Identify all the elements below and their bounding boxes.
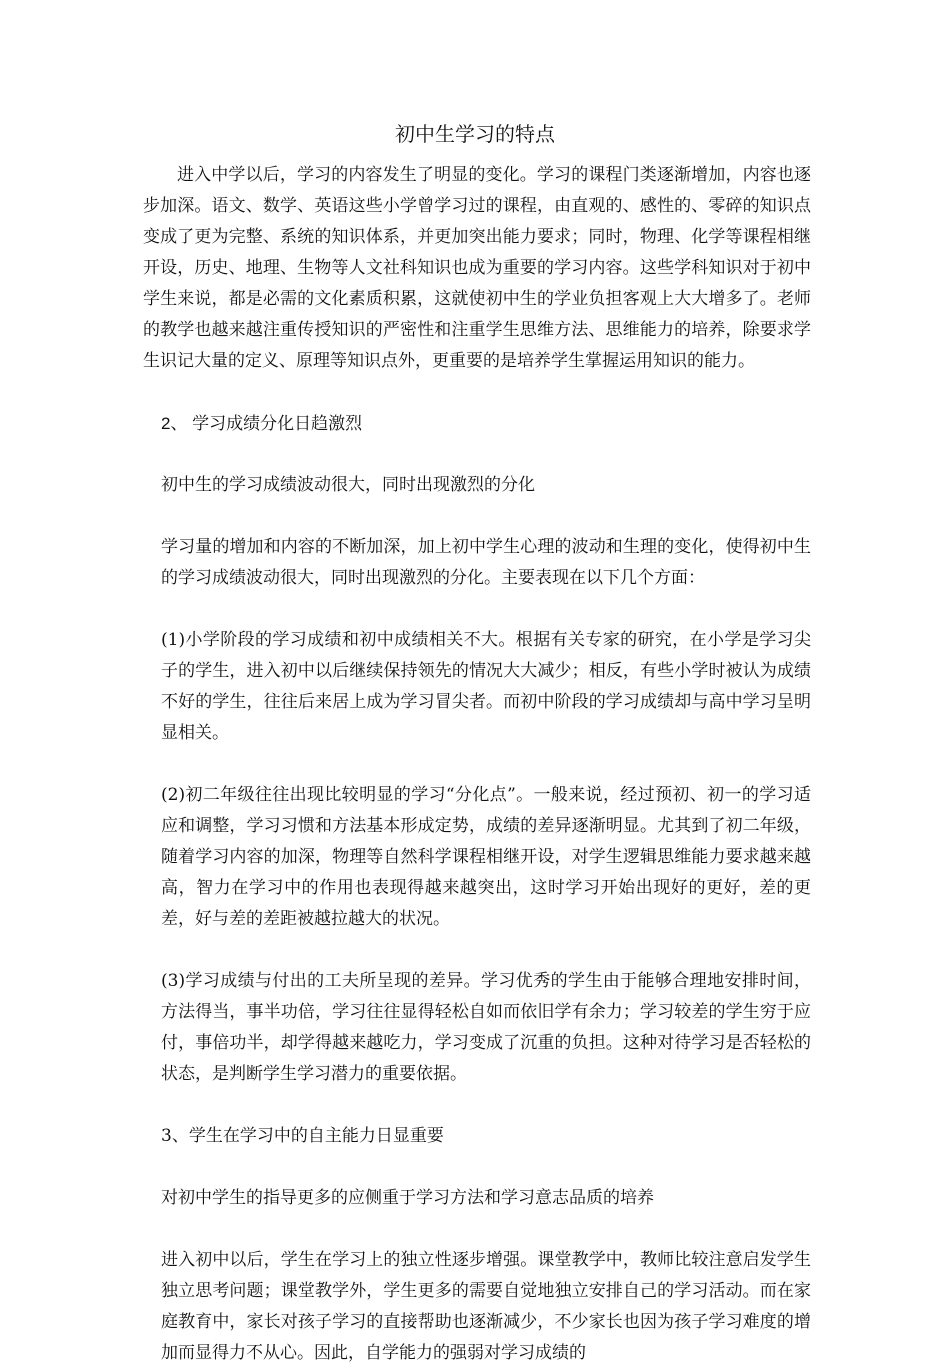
paragraph-intro: 进入中学以后，学习的内容发生了明显的变化。学习的课程门类逐渐增加，内容也逐步加深。语文、数学、英语这些小学曾学习过的课程，由直观的、感性的、零碎的知识点变成了更为完整、系统的知识体系，并更加突出能力要求；同时，物理、化学等课程相继开设，历史、地理、生物等人文社科知识也成为重要的学习内容。这些学科知识对于初中学生来说，都是必需的文化素质积累，这就使初中生的学业负担客观上大大增多了。老师的教学也越来越注重传授知识的严密性和注重学生思维方法、思维能力的培养，除要求学生识记大量的定义、原理等知识点外，更重要的是培养学生掌握运用知识的能力。 <box>143 165 811 371</box>
section-subheading-2: 初中生的学习成绩波动很大，同时出现激烈的分化 <box>161 475 535 495</box>
document-body <box>143 160 811 1369</box>
paragraph-point-1: (1)小学阶段的学习成绩和初中成绩相关不大。根据有关专家的研究，在小学是学习尖子的学生，进入初中以后继续保持领先的情况大大减少；相反，有些小学时被认为成绩不好的学生，往往后来居上成为学习冒尖者。而初中阶段的学习成绩却与高中学习呈明显相关。 <box>161 630 811 743</box>
paragraph-point-2: (2)初二年级往往出现比较明显的学习“分化点”。一般来说，经过预初、初一的学习适应和调整，学习习惯和方法基本形成定势，成绩的差异逐渐明显。尤其到了初二年级，随着学习内容的加深，物理等自然科学课程相继开设，对学生逻辑思维能力要求越来越高，智力在学习中的作用也表现得越来越突出，这时学习开始出现好的更好，差的更差，好与差的差距被越拉越大的状况。 <box>161 785 811 929</box>
paragraph-autonomy: 进入初中以后，学生在学习上的独立性逐步增强。课堂教学中，教师比较注意启发学生独立思考问题；课堂教学外，学生更多的需要自觉地独立安排自己的学习活动。而在家庭教育中，家长对孩子学习的直接帮助也逐渐减少，不少家长也因为孩子学习难度的增加而显得力不从心。因此，自学能力的强弱对学习成绩的 <box>161 1250 811 1363</box>
section-heading-3: 3、学生在学习中的自主能力日显重要 <box>161 1126 444 1146</box>
document-title: 初中生学习的特点 <box>395 122 555 146</box>
section-heading-2: 2、 学习成绩分化日趋激烈 <box>161 414 363 433</box>
paragraph-point-3: (3)学习成绩与付出的工夫所呈现的差异。学习优秀的学生由于能够合理地安排时间，方法得当，事半功倍，学习往往显得轻松自如而依旧学有余力；学习较差的学生穷于应付，事倍功半，却学得越来越吃力，学习变成了沉重的负担。这种对待学习是否轻松的状态，是判断学生学习潜力的重要依据。 <box>161 971 811 1084</box>
paragraph-differentiation: 学习量的增加和内容的不断加深，加上初中学生心理的波动和生理的变化，使得初中生的学习成绩波动很大，同时出现激烈的分化。主要表现在以下几个方面： <box>161 537 811 588</box>
section-subheading-3: 对初中学生的指导更多的应侧重于学习方法和学习意志品质的培养 <box>161 1188 654 1208</box>
